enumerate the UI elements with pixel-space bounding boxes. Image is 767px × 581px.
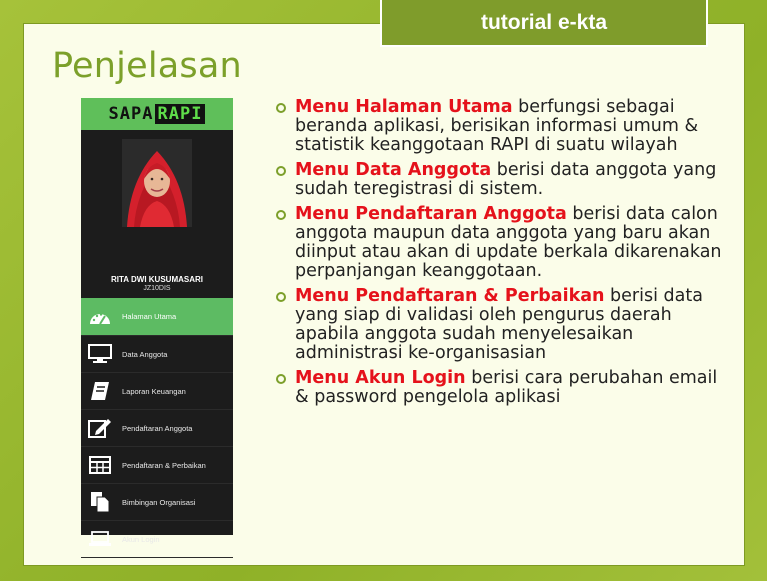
table-icon	[87, 454, 113, 476]
bullet-icon	[276, 374, 286, 384]
sidebar-item-label: Akun Login	[122, 534, 160, 544]
documents-icon	[87, 491, 113, 513]
monitor-icon	[87, 343, 113, 365]
bullet-icon	[276, 210, 286, 220]
sidebar-menu	[81, 298, 233, 558]
user-name: RITA DWI KUSUMASARI	[111, 275, 203, 284]
menu-description: berisi cara perubahan email & password pengelola aplikasi	[295, 368, 718, 407]
bullet-icon	[276, 292, 286, 302]
list-item	[275, 369, 735, 407]
description-list	[275, 98, 735, 413]
sidebar-item-akun-login[interactable]	[81, 521, 233, 558]
sidebar-item-label: Data Anggota	[122, 349, 168, 359]
avatar	[122, 139, 192, 227]
sidebar-item-laporan-keuangan[interactable]	[81, 373, 233, 410]
list-item	[275, 161, 735, 199]
sidebar-item-label: Pendaftaran & Perbaikan	[122, 460, 206, 470]
sidebar-item-bimbingan-organisasi[interactable]	[81, 484, 233, 521]
list-item	[275, 287, 735, 363]
menu-name: Menu Akun Login	[295, 368, 466, 388]
brand-text-sapa: SAPA	[108, 104, 154, 124]
menu-description: berisi data yang siap di validasi oleh pengurus daerah apabila anggota sudah menyelesaikan administrasi ke-organisasian	[295, 286, 703, 363]
menu-name: Menu Data Anggota	[295, 160, 492, 180]
list-item	[275, 98, 735, 155]
brand-text-rapi: RAPI	[155, 104, 206, 124]
menu-description: berisi data calon anggota maupun data anggota yang baru akan diinput atau akan di update berkala dikarenakan perpanjangan keanggotaan.	[295, 204, 722, 281]
tab-title: tutorial e-kta	[480, 10, 608, 34]
sidebar-item-data-anggota[interactable]	[81, 336, 233, 373]
bullet-icon	[276, 166, 286, 176]
user-code: JZ10DIS	[143, 285, 171, 292]
bullet-icon	[276, 103, 286, 113]
menu-name: Menu Halaman Utama	[295, 97, 513, 117]
list-item	[275, 205, 735, 281]
sidebar-item-label: Laporan Keuangan	[122, 386, 186, 396]
sidebar-item-label: Pendaftaran Anggota	[122, 423, 193, 433]
tutorial-tab	[380, 0, 708, 47]
book-icon	[87, 380, 113, 402]
slide-title: Penjelasan	[52, 46, 242, 86]
sidebar-item-pendaftaran-perbaikan[interactable]	[81, 447, 233, 484]
laptop-icon	[87, 528, 113, 550]
menu-name: Menu Pendaftaran Anggota	[295, 204, 567, 224]
sidebar-item-pendaftaran-anggota[interactable]	[81, 410, 233, 447]
menu-name: Menu Pendaftaran & Perbaikan	[295, 286, 605, 306]
menu-description: berisi data anggota yang sudah teregistrasi di sistem.	[295, 160, 717, 199]
app-brand-logo	[81, 98, 233, 130]
app-sidebar-screenshot	[81, 98, 233, 544]
sidebar-item-label: Bimbingan Organisasi	[122, 497, 196, 507]
edit-icon	[87, 417, 113, 439]
menu-description: berfungsi sebagai beranda aplikasi, berisikan informasi umum & statistik keanggotaan RAPI di suatu wilayah	[295, 97, 699, 155]
sidebar-item-label: Halaman Utama	[122, 312, 177, 321]
sidebar-item-halaman-utama[interactable]	[81, 298, 233, 336]
dashboard-icon	[87, 306, 113, 328]
